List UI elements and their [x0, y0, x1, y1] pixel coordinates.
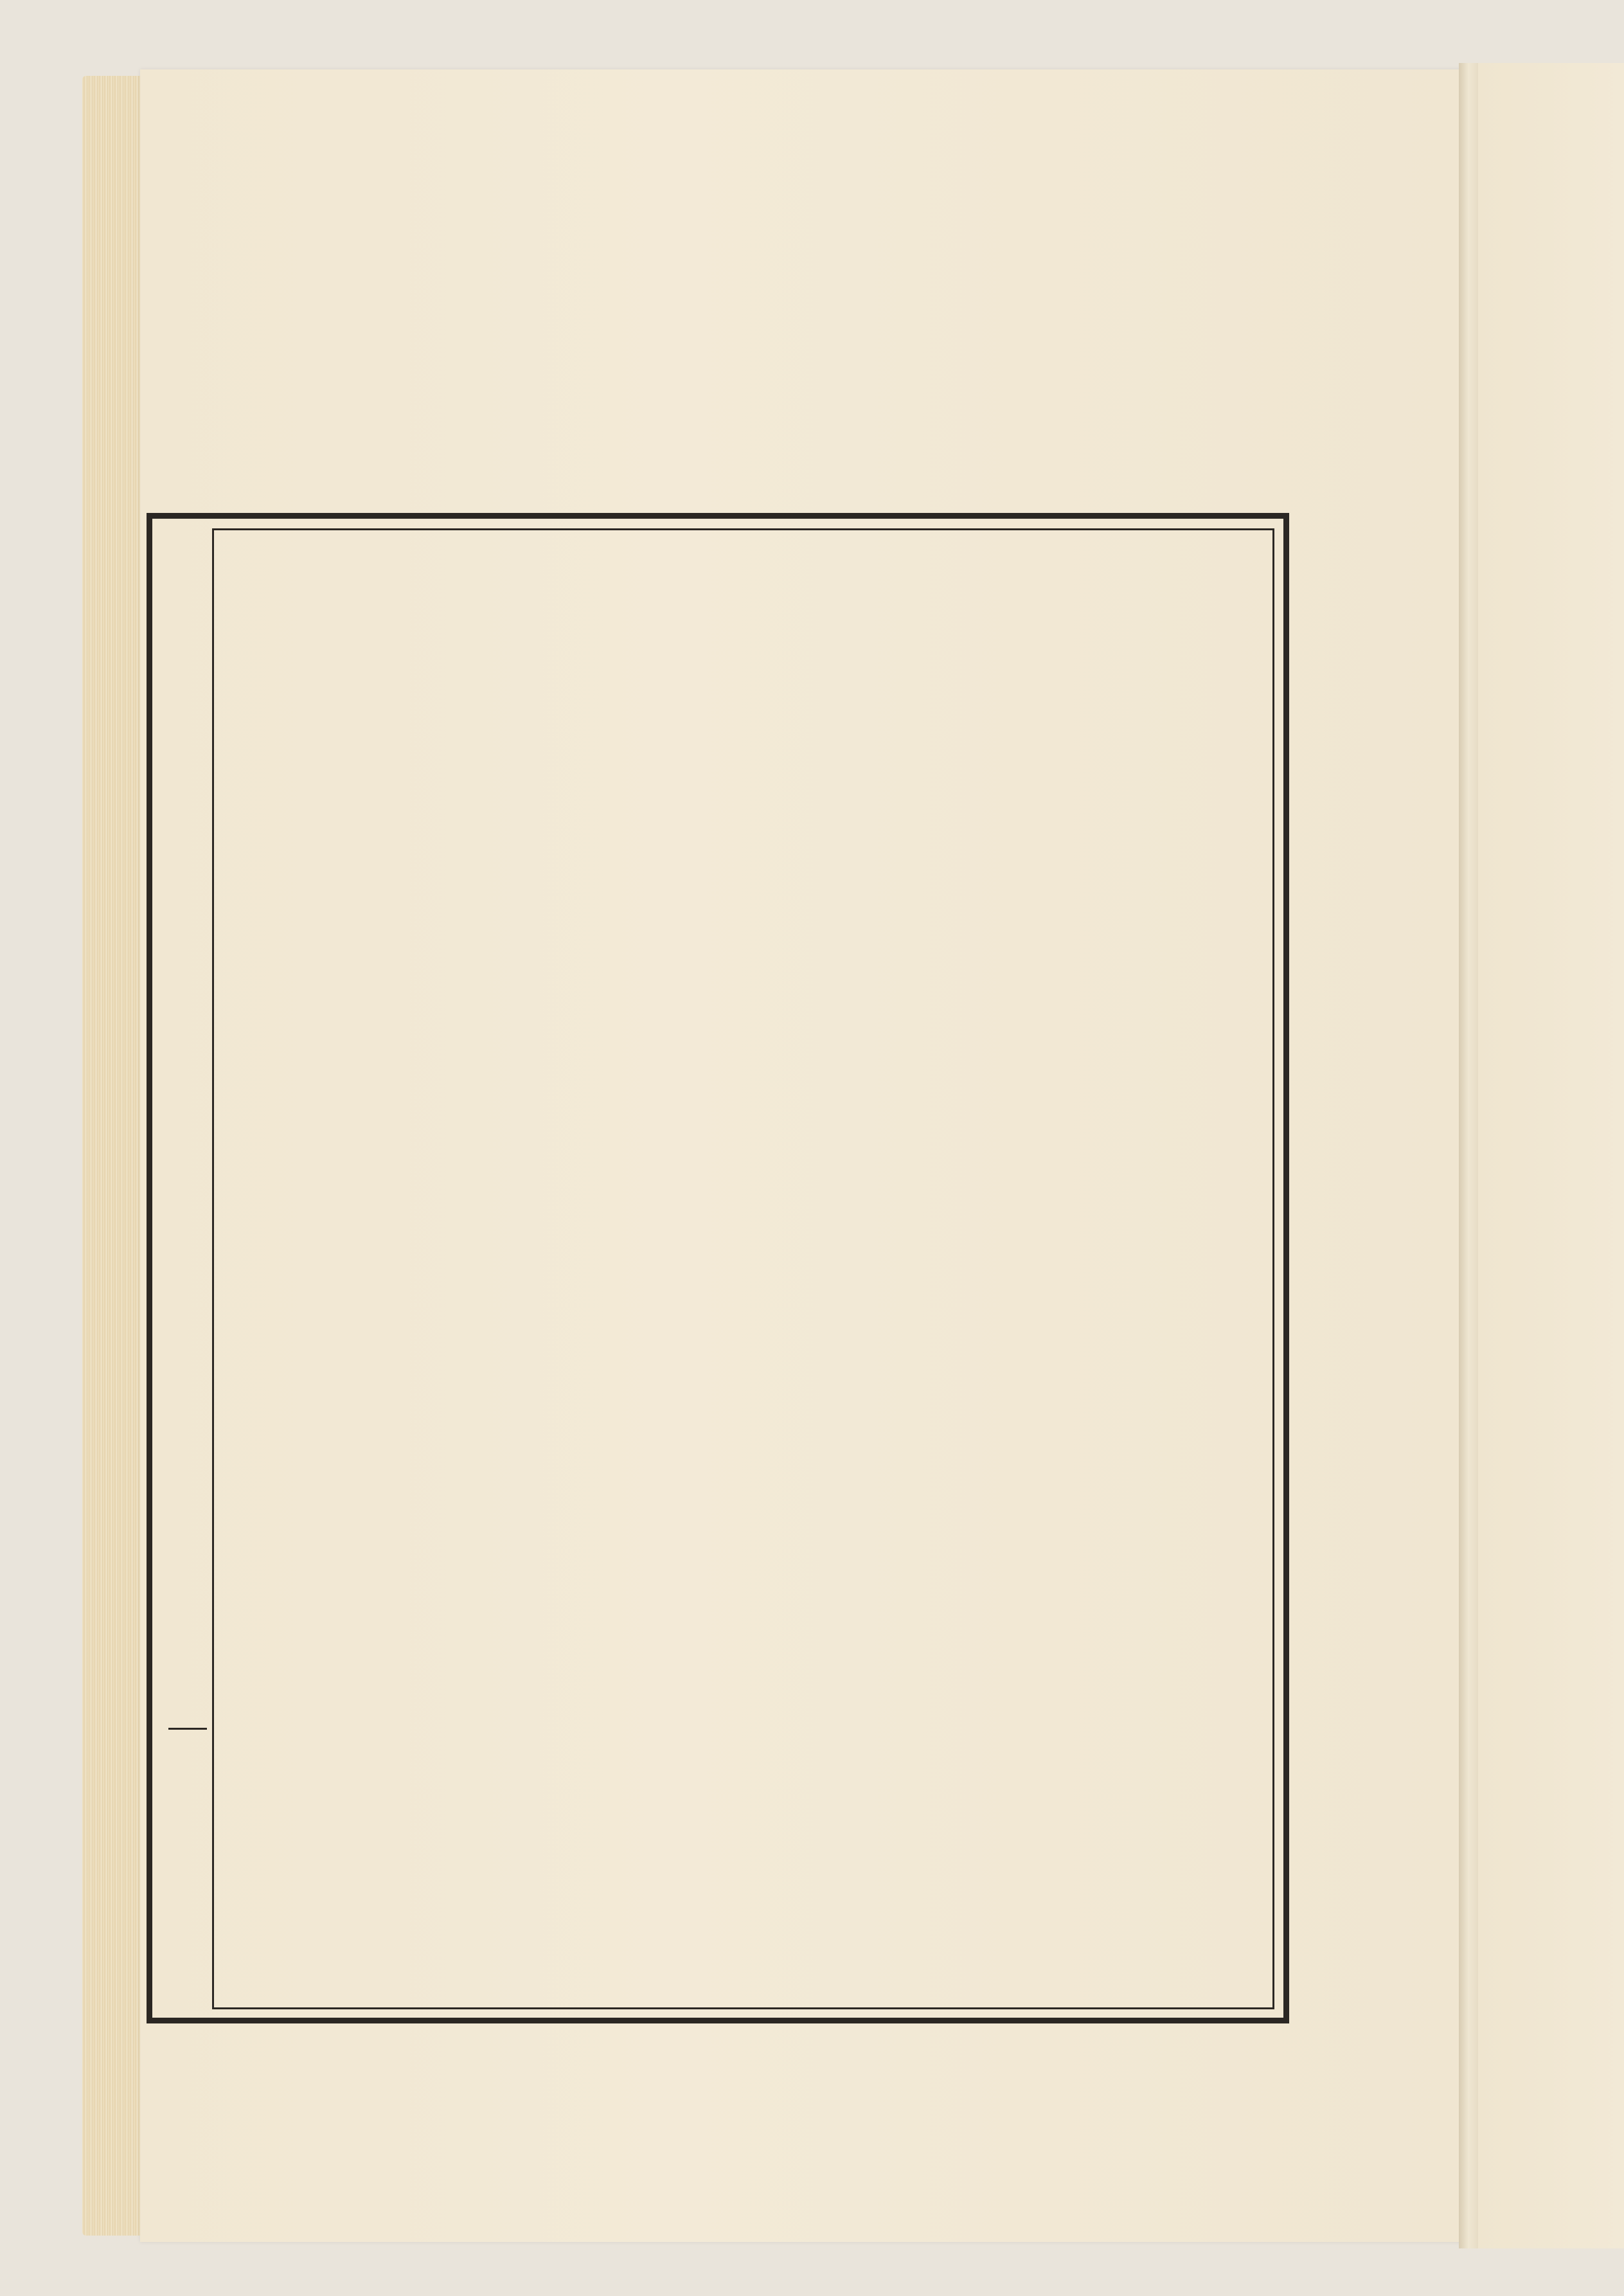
text-frame-inner [212, 528, 1274, 2009]
page-number-rule [168, 1728, 207, 1730]
facing-page [1478, 63, 1624, 2248]
